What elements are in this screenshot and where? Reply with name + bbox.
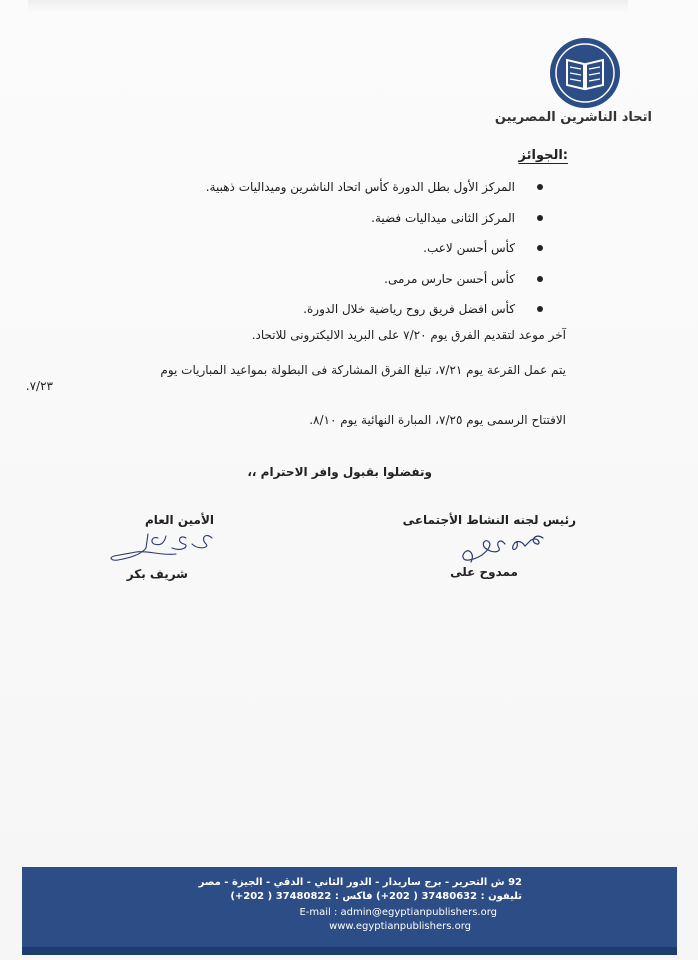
footer-address: 92 ش التحرير - برج ساريدار - الدور الثاني - الدقي - الجيزة - مصر (198, 877, 522, 888)
footer-phones: تليفون : 37480632 ( 202+) فاكس : 37480822 ( 202+) (230, 891, 522, 902)
prize-text: كأس أحسن حارس مرمى. (384, 271, 515, 286)
list-item (163, 178, 543, 209)
bullet-icon (537, 184, 543, 190)
organization-name: اتحاد الناشرين المصريين (494, 110, 652, 125)
footer-edge (22, 947, 677, 955)
draw-paragraph-continuation: ٧/٢٣. (25, 379, 53, 393)
signatory-name-left: شريف بكر (126, 567, 188, 581)
bullet-icon (537, 215, 543, 221)
deadline-paragraph: آخر موعد لتقديم الفرق يوم ٧/٢٠ على البريد الاليكترونى للاتحاد. (251, 328, 566, 342)
draw-paragraph: يتم عمل القرعة يوم ٧/٢١، تبلغ الفرق المشاركة فى البطولة بمواعيد المباريات يوم (160, 363, 566, 377)
page-shadow (28, 0, 628, 12)
footer-website[interactable]: www.egyptianpublishers.org (329, 921, 471, 932)
bullet-icon (537, 276, 543, 282)
prize-text: كأس افضل فريق روح رياضية خلال الدورة. (303, 302, 515, 316)
prize-text: المركز الثانى ميداليات فضية. (371, 210, 515, 225)
footer-email[interactable]: E-mail : admin@egyptianpublishers.org (299, 907, 497, 918)
handwritten-signature-right (455, 528, 550, 566)
prizes-list (163, 178, 543, 331)
prize-text: المركز الأول بطل الدورة كأس اتحاد الناشرين وميداليات ذهبية. (205, 180, 515, 194)
signatory-title-left: الأمين العام (144, 513, 214, 527)
footer-bar (22, 867, 677, 947)
signatory-name-right: ممدوح على (450, 565, 518, 579)
bullet-icon (537, 306, 543, 312)
prize-text: كأس أحسن لاعب. (423, 241, 515, 255)
handwritten-signature-left (106, 524, 218, 568)
list-item (163, 270, 543, 301)
prizes-heading: :الجوائز (518, 148, 568, 163)
bullet-icon (537, 245, 543, 251)
opening-paragraph: الافتتاح الرسمى يوم ٧/٢٥، المبارة النهائية يوم ٨/١٠. (309, 413, 566, 427)
signatory-title-right: رئيس لجنه النشاط الأجتماعى (402, 513, 576, 527)
list-item (163, 209, 543, 240)
open-book-icon (548, 36, 622, 110)
closing-line: وتفضلوا بقبول وافر الاحترام ،، (247, 465, 432, 479)
list-item (163, 300, 543, 331)
list-item (163, 239, 543, 270)
